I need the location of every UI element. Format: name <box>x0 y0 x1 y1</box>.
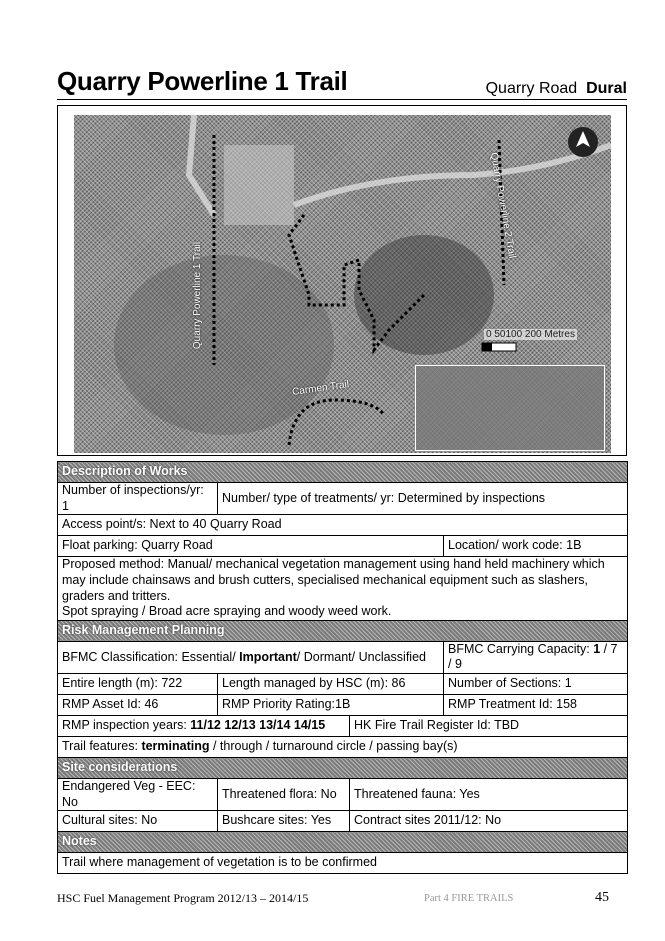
asset-id-cell: RMP Asset Id: 46 <box>58 695 218 716</box>
bushcare-cell: Bushcare sites: Yes <box>218 811 350 832</box>
years-prefix: RMP inspection years: <box>62 718 191 733</box>
priority-rating-cell: RMP Priority Rating:1B <box>218 695 444 716</box>
location-heading <box>486 80 627 98</box>
capacity-prefix: BFMC Carrying Capacity: <box>448 641 594 656</box>
map-legend <box>415 365 605 451</box>
map-frame <box>57 105 627 456</box>
cultural-cell: Cultural sites: No <box>58 811 218 832</box>
road-name: Quarry Road <box>485 80 578 97</box>
vegetation <box>354 235 494 355</box>
register-id-cell: HK Fire Trail Register Id: TBD <box>350 716 628 737</box>
bfmc-classification-cell <box>58 641 444 673</box>
trail-label-left: Quarry Powerline 1 Trail <box>192 241 204 350</box>
section-header-risk: Risk Management Planning <box>58 620 628 641</box>
capacity-suffix: / 7 / 9 <box>448 641 618 672</box>
footer-part: Part 4 FIRE TRAILS <box>424 893 514 904</box>
features-selected: terminating <box>141 739 210 754</box>
scale-bar-segment <box>482 343 492 351</box>
footer-program: HSC Fuel Management Program 2012/13 – 2014/15 <box>57 891 309 905</box>
north-arrow-glyph <box>568 127 598 157</box>
flora-cell: Threatened flora: No <box>218 779 350 811</box>
location-code-cell: Location/ work code: 1B <box>444 536 628 557</box>
classification-suffix: / Dormant/ Unclassified <box>296 649 426 664</box>
classification-prefix: BFMC Classification: Essential/ <box>62 649 240 664</box>
vegetation <box>114 255 334 435</box>
treatments-cell: Number/ type of treatments/ yr: Determined by inspections <box>218 483 628 515</box>
north-arrow-icon <box>568 127 598 157</box>
inspections-cell: Number of inspections/yr: 1 <box>58 483 218 515</box>
carmen-trail-label: Carmen Trail <box>291 379 350 398</box>
inspection-years-cell <box>58 716 350 737</box>
contract-cell: Contract sites 2011/12: No <box>350 811 628 832</box>
section-header-description: Description of Works <box>58 462 628 483</box>
trail-label-right: Quarry Powerline 2 Trail <box>487 151 518 260</box>
page-title: Quarry Powerline 1 Trail <box>57 66 348 96</box>
page-number: 45 <box>595 890 609 905</box>
features-prefix: Trail features: <box>62 739 142 754</box>
features-suffix: / through / turnaround circle / passing bay(s) <box>209 739 458 754</box>
fauna-cell: Threatened fauna: Yes <box>350 779 628 811</box>
proposed-method-spray: Spot spraying / Broad acre spraying and woody weed work. <box>62 604 392 619</box>
float-parking-cell: Float parking: Quarry Road <box>58 536 444 557</box>
years-values: 11/12 12/13 13/14 14/15 <box>190 718 326 733</box>
proposed-method-cell <box>58 557 628 621</box>
section-header-notes: Notes <box>58 832 628 853</box>
trail-features-cell <box>58 737 628 758</box>
access-cell: Access point/s: Next to 40 Quarry Road <box>58 515 628 536</box>
bfmc-capacity-cell <box>444 641 628 673</box>
section-header-site: Site considerations <box>58 758 628 779</box>
trail-details-table <box>57 461 628 874</box>
classification-selected: Important <box>239 649 297 664</box>
sections-count-cell: Number of Sections: 1 <box>444 674 628 695</box>
entire-length-cell: Entire length (m): 722 <box>58 674 218 695</box>
building-area <box>224 145 294 225</box>
aerial-map <box>74 115 611 453</box>
treatment-id-cell: RMP Treatment Id: 158 <box>444 695 628 716</box>
scale-label: 0 50100 200 Metres <box>486 329 575 340</box>
title-rule <box>57 99 627 100</box>
eec-cell: Endangered Veg - EEC: No <box>58 779 218 811</box>
suburb-name: Dural <box>586 80 627 97</box>
notes-cell: Trail where management of vegetation is to be confirmed <box>58 853 628 874</box>
length-hsc-cell: Length managed by HSC (m): 86 <box>218 674 444 695</box>
capacity-selected: 1 <box>593 641 601 656</box>
proposed-method-text: Proposed method: Manual/ mechanical vegetation management using hand held machinery which may include chainsaws and brush cutters, specialised mechanical equipment such as slashers, graders and tritters. <box>62 557 605 603</box>
